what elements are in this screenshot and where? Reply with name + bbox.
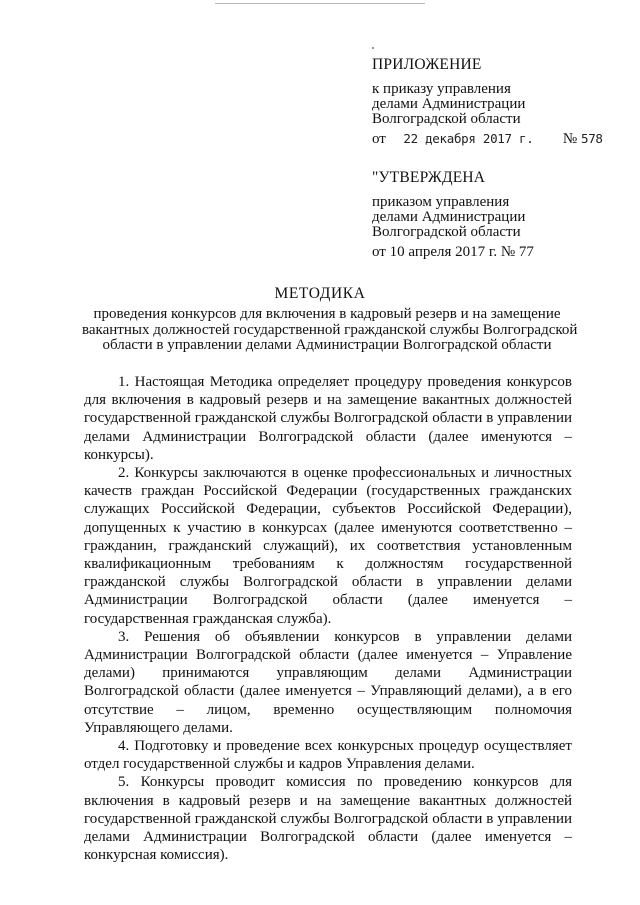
- paragraph-1: 1. Настоящая Методика определяет процедуру проведения конкурсов для включения в кадровый резерв и на замещение вакантных должностей государственной гражданской службы Волгоградской области в управлении делами Администрации Волгоградской области (далее именуются – конкурсы).: [84, 374, 572, 463]
- appendix-order-line: Волгоградской области: [372, 111, 521, 127]
- appendix-order-line: делами Администрации: [372, 96, 526, 112]
- appendix-title: ПРИЛОЖЕНИЕ: [372, 56, 482, 73]
- appendix-order-line: к приказу управления: [372, 81, 511, 97]
- document-body: [84, 373, 572, 864]
- from-label: от: [372, 131, 386, 147]
- handwritten-number: 578: [580, 131, 603, 146]
- approved-order-reference: [372, 195, 622, 240]
- appendix-order-reference: [372, 82, 622, 127]
- number-label: №: [562, 131, 578, 147]
- paragraph-2: 2. Конкурсы заключаются в оценке профессиональных и личностных качеств граждан Российской Федерации (государственных гражданских служащих Российской Федерации, субъектов Российской Федерации), допущенных к участию в конкурсах (далее именуются соответственно – гражданин, гражданский служащий), их соответствия установленным квалификационным требованиям к должностям государственной гражданской службы Волгоградской области в управлении делами Администрации Волгоградской области (далее именуется – государственная гражданская служба).: [84, 465, 572, 627]
- approved-order-line: Волгоградской области: [372, 224, 521, 240]
- handwritten-date: 22 декабря 2017 г.: [403, 131, 534, 146]
- subtitle-line: области в управлении делами Администрации Волгоградской области: [102, 337, 552, 353]
- subtitle-line: вакантных должностей государственной гражданской службы Волгоградской: [82, 321, 578, 338]
- paragraph-4: 4. Подготовку и проведение всех конкурсных процедур осуществляет отдел государственной службы и кадров Управления делами.: [84, 738, 572, 773]
- appendix-date-line: [372, 131, 622, 147]
- document-title: МЕТОДИКА: [274, 285, 366, 302]
- approved-block: [372, 170, 622, 185]
- approved-order-line: делами Администрации: [372, 209, 526, 225]
- approved-date-line: от 10 апреля 2017 г. № 77: [372, 244, 534, 260]
- paragraph-3: 3. Решения об объявлении конкурсов в управлении делами Администрации Волгоградской области (далее именуется – Управление делами) принимаются управляющим делами Администрации Волгоградской области (далее именуется – Управляющий делами), а в его отсутствие – лицом, временно осуществляющим полномочия Управляющего делами.: [84, 628, 572, 736]
- document-subtitle: [82, 306, 578, 354]
- appendix-block: [372, 57, 622, 72]
- paragraph-5: 5. Конкурсы проводит комиссия по проведению конкурсов для включения в кадровый резерв и на замещение вакантных должностей государственной гражданской службы Волгоградской области в управлении делами Администрации Волгоградской области (далее именуется – конкурсная комиссия).: [84, 774, 572, 864]
- subtitle-line: проведения конкурсов для включения в кадровый резерв и на замещение: [93, 306, 561, 322]
- approved-title: "УТВЕРЖДЕНА: [372, 169, 486, 186]
- approved-order-line: приказом управления: [372, 194, 510, 210]
- scan-top-rule: [215, 3, 425, 4]
- scan-artifact-dot: [372, 47, 374, 49]
